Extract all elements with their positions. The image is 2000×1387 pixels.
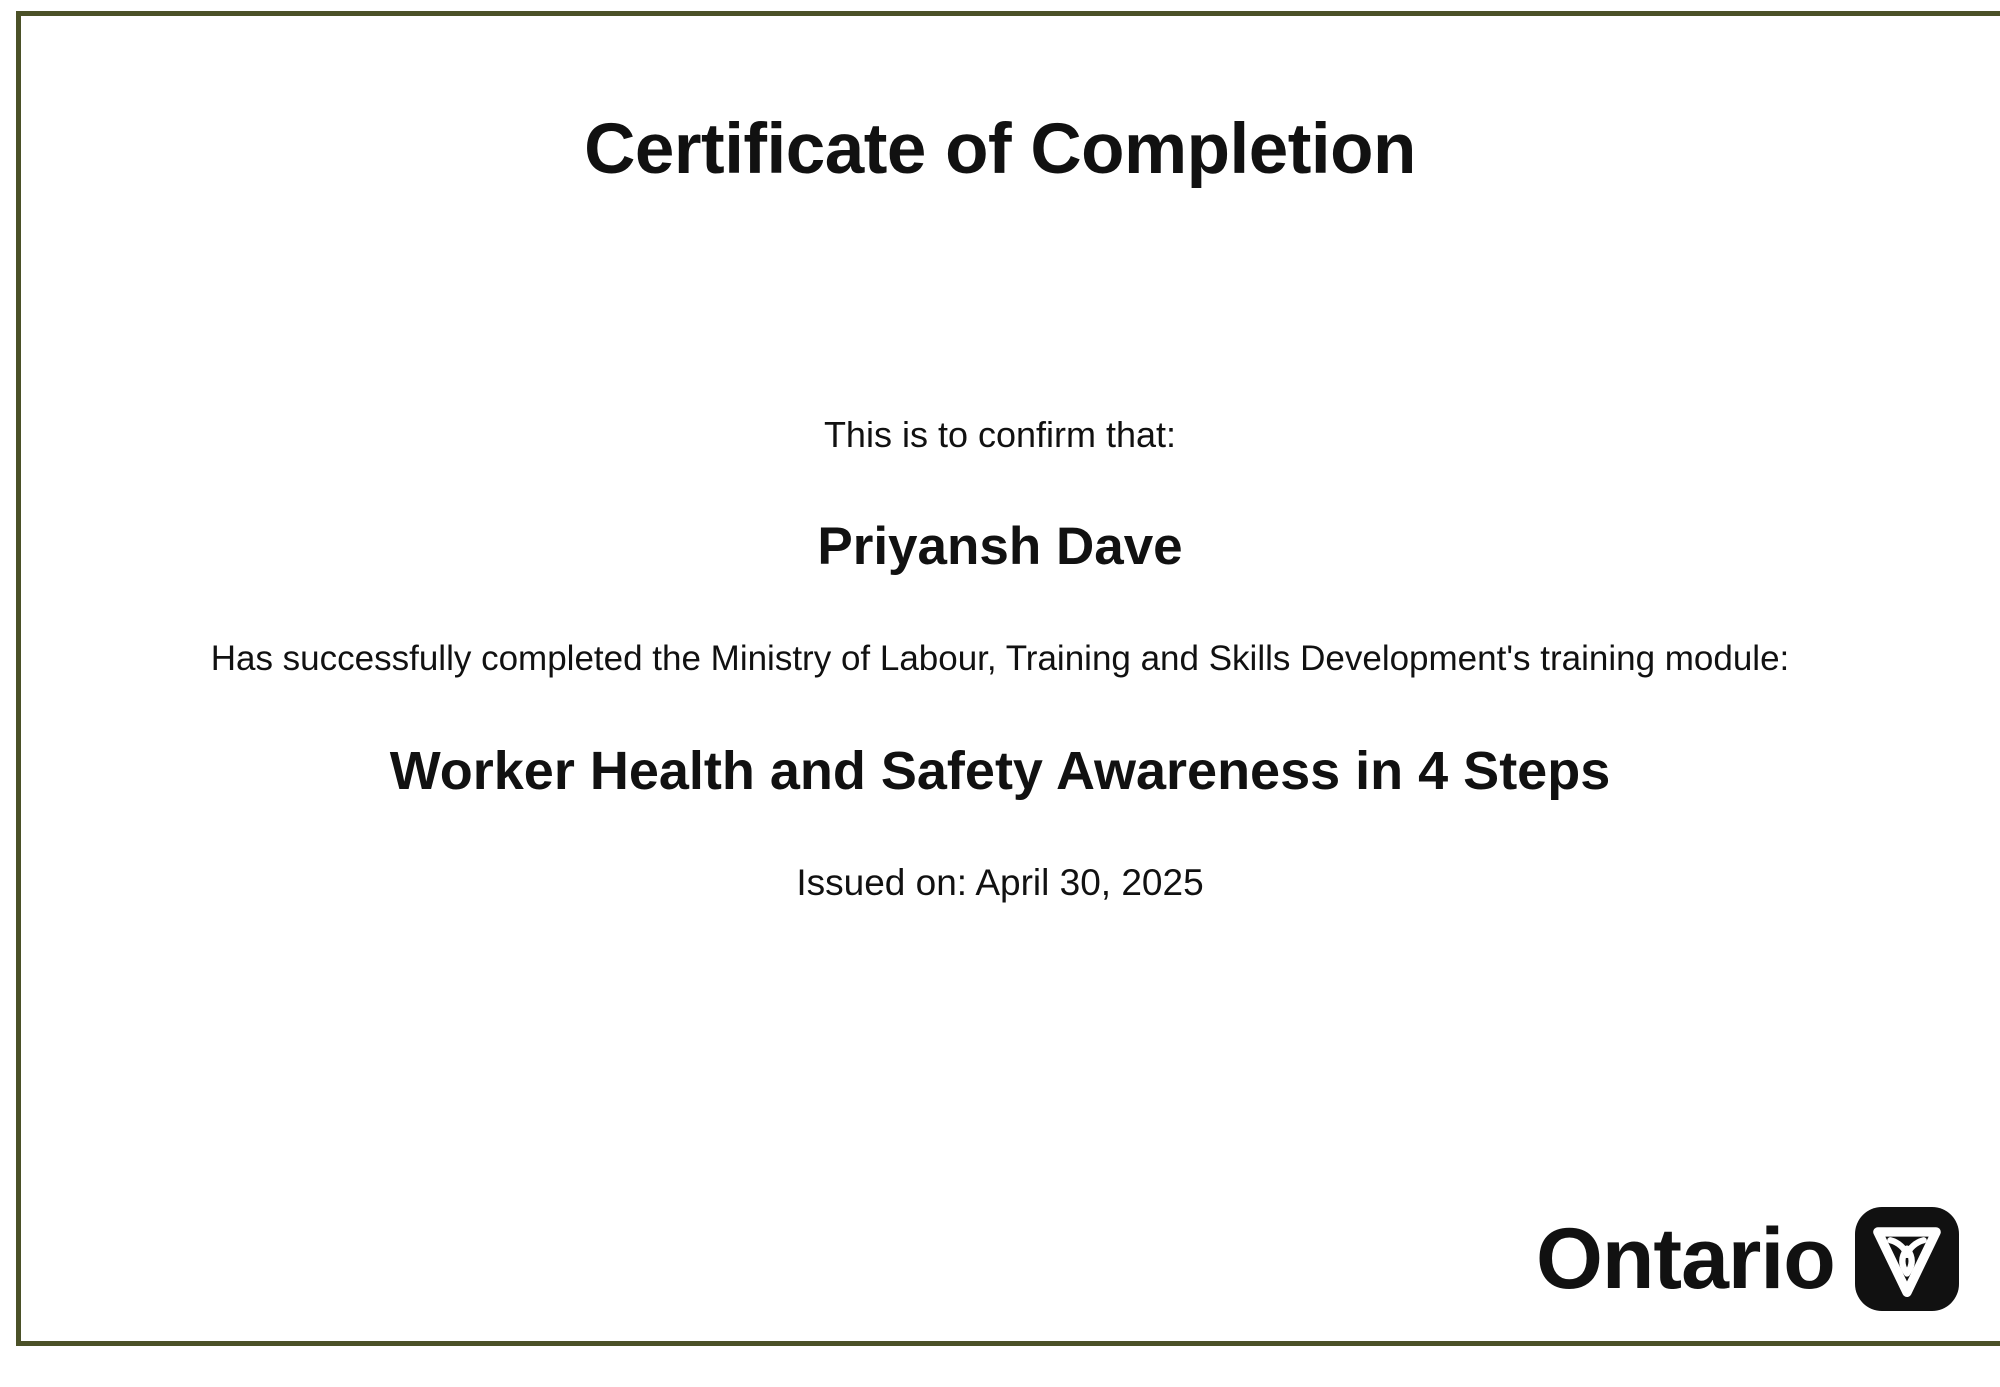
- ontario-wordmark: Ontario: [1536, 1211, 1835, 1307]
- ontario-trillium-icon: [1855, 1207, 1959, 1311]
- certificate-title: Certificate of Completion: [584, 110, 1416, 189]
- ontario-logo: [1536, 1205, 1959, 1313]
- completion-statement: Has successfully completed the Ministry of Labour, Training and Skills Development's training module:: [210, 639, 1790, 678]
- issued-date-line: [0, 858, 2000, 908]
- issued-label: Issued on:: [796, 862, 968, 903]
- recipient-name: Priyansh Dave: [817, 517, 1183, 576]
- issued-date: April 30, 2025: [975, 862, 1204, 903]
- confirm-text: This is to confirm that:: [823, 414, 1177, 455]
- module-name: Worker Health and Safety Awareness in 4 Steps: [389, 741, 1611, 801]
